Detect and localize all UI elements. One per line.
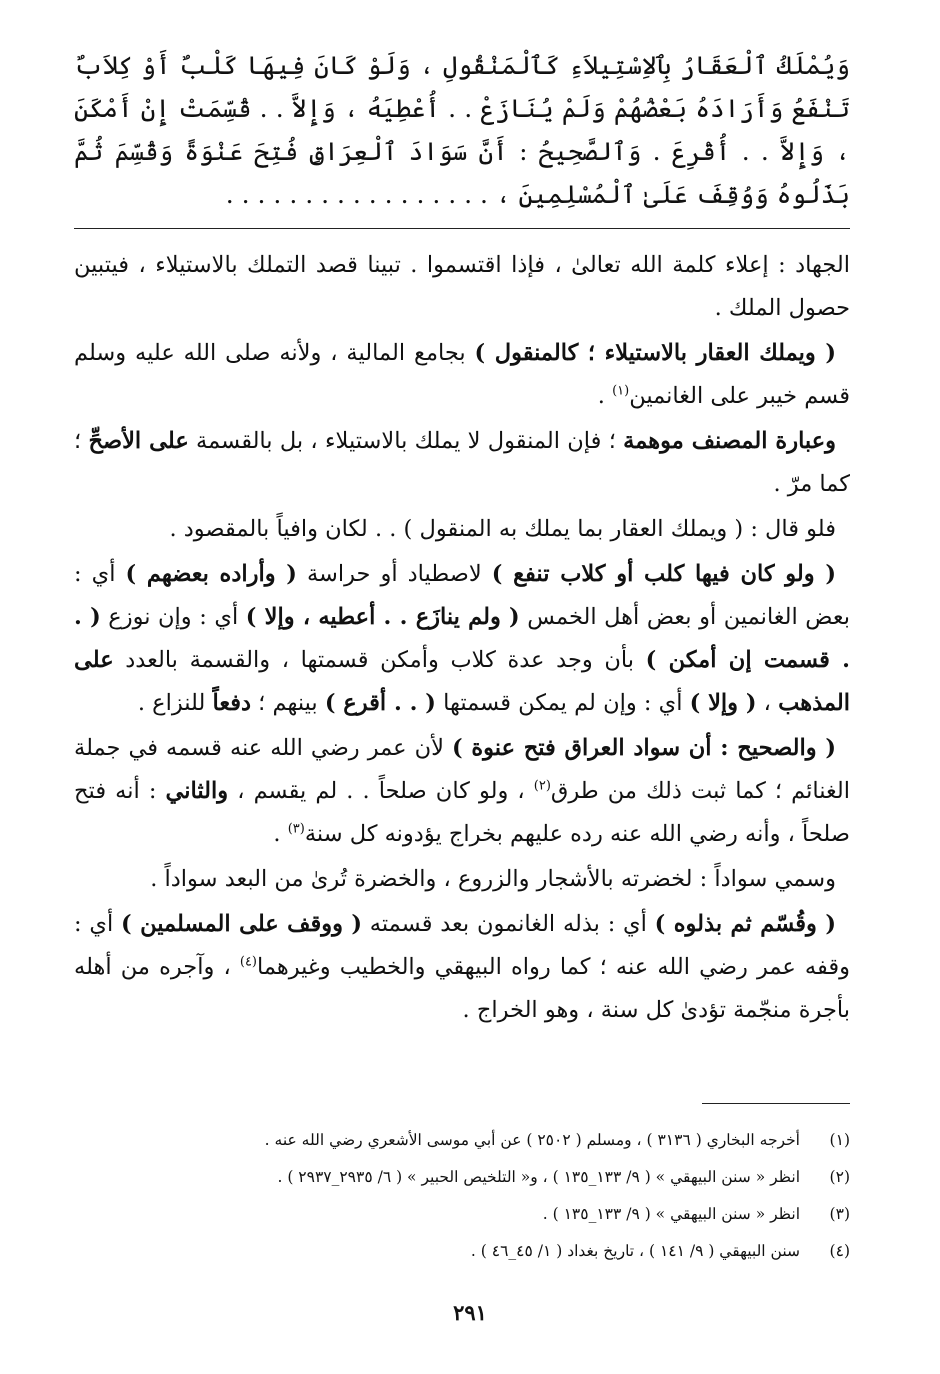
commentary-text: الجهاد : إعلاء كلمة الله تعالىٰ ، فإذا اقتسموا . تبينا قصد التملك بالاستيلاء ، فيتبين حصول الملك . <box>74 252 850 321</box>
commentary-text: ؛ كما مرّ . <box>74 428 850 497</box>
footnote-ref[interactable]: (٣) <box>287 821 305 837</box>
footnote-text: أخرجه البخاري ( ٣١٣٦ ) ، ومسلم ( ٢٥٠٢ ) عن أبي موسى الأشعري رضي الله عنه . <box>264 1131 800 1149</box>
commentary-text: : أنه فتح صلحاً ، وأنه رضي الله عنه رده عليهم بخراج يؤدونه كل سنة <box>74 778 850 847</box>
footnote-number: (٤) <box>829 1242 850 1260</box>
commentary-text: بينهم ؛ <box>251 690 325 716</box>
bold-phrase: وعبارة المصنف موهمة <box>623 428 837 454</box>
footnote-item <box>90 1196 850 1233</box>
quoted-matn: ( ولم ينازَع . . أعطيه ، وإلا ) <box>245 604 520 630</box>
page-number: ٢٩١ <box>453 1300 487 1325</box>
footnote-number: (٣) <box>829 1205 850 1223</box>
commentary-paragraph <box>74 727 850 856</box>
quoted-matn: ( ووقف على المسلمين ) <box>120 911 363 937</box>
commentary-text: أي : وإن نوزع <box>100 604 246 630</box>
footnote-ref[interactable]: (٤) <box>239 954 257 970</box>
commentary-text: بجامع المالية ، ولأنه صلى الله عليه وسلم قسم خيبر على الغانمين <box>74 340 850 409</box>
commentary-block <box>74 244 850 1034</box>
quoted-matn: ( . . أقرع ) <box>324 690 436 716</box>
footnote-item <box>90 1159 850 1196</box>
footnote-text: انظر « سنن البيهقي » ( ٩/ ١٣٣_١٣٥ ) . <box>542 1205 800 1223</box>
quoted-matn: ( وإلا ) <box>689 690 757 716</box>
commentary-text: وسمي سواداً : لخضرته بالأشجار والزروع ، والخضرة تُرىٰ من البعد سواداً . <box>150 866 836 892</box>
commentary-text: . <box>273 821 288 847</box>
commentary-paragraph <box>74 903 850 1032</box>
footnote-item <box>90 1122 850 1159</box>
commentary-text: لأن عمر رضي الله عنه قسمه في جملة الغنائم ؛ كما ثبت ذلك من طرق <box>74 735 850 804</box>
quoted-matn: ( والصحيح : أن سواد العراق فتح عنوة ) <box>452 735 836 761</box>
commentary-text: ، وآجره من أهله بأجرة منجّمة تؤدىٰ كل سنة ، وهو الخراج . <box>74 954 850 1023</box>
footnote-item <box>90 1233 850 1270</box>
footnote-separator <box>702 1103 850 1104</box>
commentary-text: بأن وجد عدة كلاب وأمكن قسمتها ، والقسمة بالعدد <box>113 647 646 673</box>
footnote-number: (١) <box>829 1131 850 1149</box>
commentary-text: أي : وإن لم يمكن قسمتها <box>435 690 690 716</box>
quoted-matn: ( ويملك العقار بالاستيلاء ؛ كالمنقول ) <box>474 340 836 366</box>
commentary-text: أي : بذله الغانمون بعد قسمته <box>362 911 655 937</box>
quoted-matn: ( وقُسّم ثم بذلوه ) <box>654 911 836 937</box>
quoted-matn: ( ولو كان فيها كلب أو كلاب تنفع ) <box>491 561 836 587</box>
commentary-text: ، <box>756 690 779 716</box>
commentary-paragraph <box>74 420 850 506</box>
bold-phrase: والثاني <box>165 778 229 804</box>
commentary-paragraph <box>74 553 850 725</box>
footnote-number: (٢) <box>829 1168 850 1186</box>
commentary-text: . <box>597 383 613 409</box>
bold-phrase: دفعاً <box>212 690 252 716</box>
commentary-paragraph <box>74 332 850 418</box>
commentary-paragraph <box>74 858 850 901</box>
commentary-paragraph <box>74 244 850 330</box>
commentary-text: ، ولو كان صلحاً . . لم يقسم ، <box>228 778 534 804</box>
footnotes <box>90 1122 850 1270</box>
footnote-ref[interactable]: (١) <box>612 383 630 399</box>
quoted-matn: ( . . قسمت إن أمكن ) <box>74 604 850 673</box>
footnote-text: انظر « سنن البيهقي » ( ٩/ ١٣٣_١٣٥ ) ، و« التلخيص الحبير » ( ٦/ ٢٩٣٥_٢٩٣٧ ) . <box>277 1168 800 1186</box>
commentary-paragraph <box>74 508 850 551</box>
matn-block <box>74 44 850 216</box>
bold-phrase: على الأصحِّ <box>88 428 189 454</box>
matn-text: وَيُمْلَكُ ٱلْعَقَارُ بِٱلاِسْتِيلاَءِ كَٱلْمَنْقُولِ ، وَلَوْ كَانَ فِيهَا كَلْبٌ أَوْ كِلاَبٌ تَنْفَعُ وَأَرَادَهُ بَعْضُهُمْ وَلَمْ يُنَازَعْ . . أُعْطِيَهُ ، وَإِلاَّ . . قُسِّمَتْ إِنْ أَمْكَنَ ، وَإِلاَّ . . أُقْرِعَ . وَٱلصَّحِيحُ : أَنَّ سَوَادَ ٱلْعِرَاقِ فُتِحَ عَنْوَةً وَقُسِّمَ ثُمَّ بَذَلُوهُ وَوُقِفَ عَلَىٰ ٱلْمُسْلِمِينَ ، . . . . . . . . . . . . . . . . . <box>74 51 850 209</box>
commentary-text: فلو قال : ( ويملك العقار بما يملك به المنقول ) . . لكان وافياً بالمقصود . <box>169 516 836 542</box>
quoted-matn: ( وأراده بعضهم ) <box>125 561 297 587</box>
bold-phrase: على المذهب <box>74 647 850 716</box>
commentary-text: لاصطياد أو حراسة <box>296 561 492 587</box>
commentary-text: أي : وقفه عمر رضي الله عنه ؛ كما رواه البيهقي والخطيب وغيرهما <box>74 911 850 980</box>
commentary-text: ؛ فإن المنقول لا يملك بالاستيلاء ، بل بالقسمة <box>188 428 624 454</box>
footnote-ref[interactable]: (٢) <box>533 778 551 794</box>
commentary-text: للنزاع . <box>137 690 213 716</box>
commentary-text: أي : بعض الغانمين أو بعض أهل الخمس <box>74 561 850 630</box>
footnote-text: سنن البيهقي ( ٩/ ١٤١ ) ، تاريخ بغداد ( ١/ ٤٥_٤٦ ) . <box>470 1242 800 1260</box>
matn-separator <box>74 228 850 229</box>
